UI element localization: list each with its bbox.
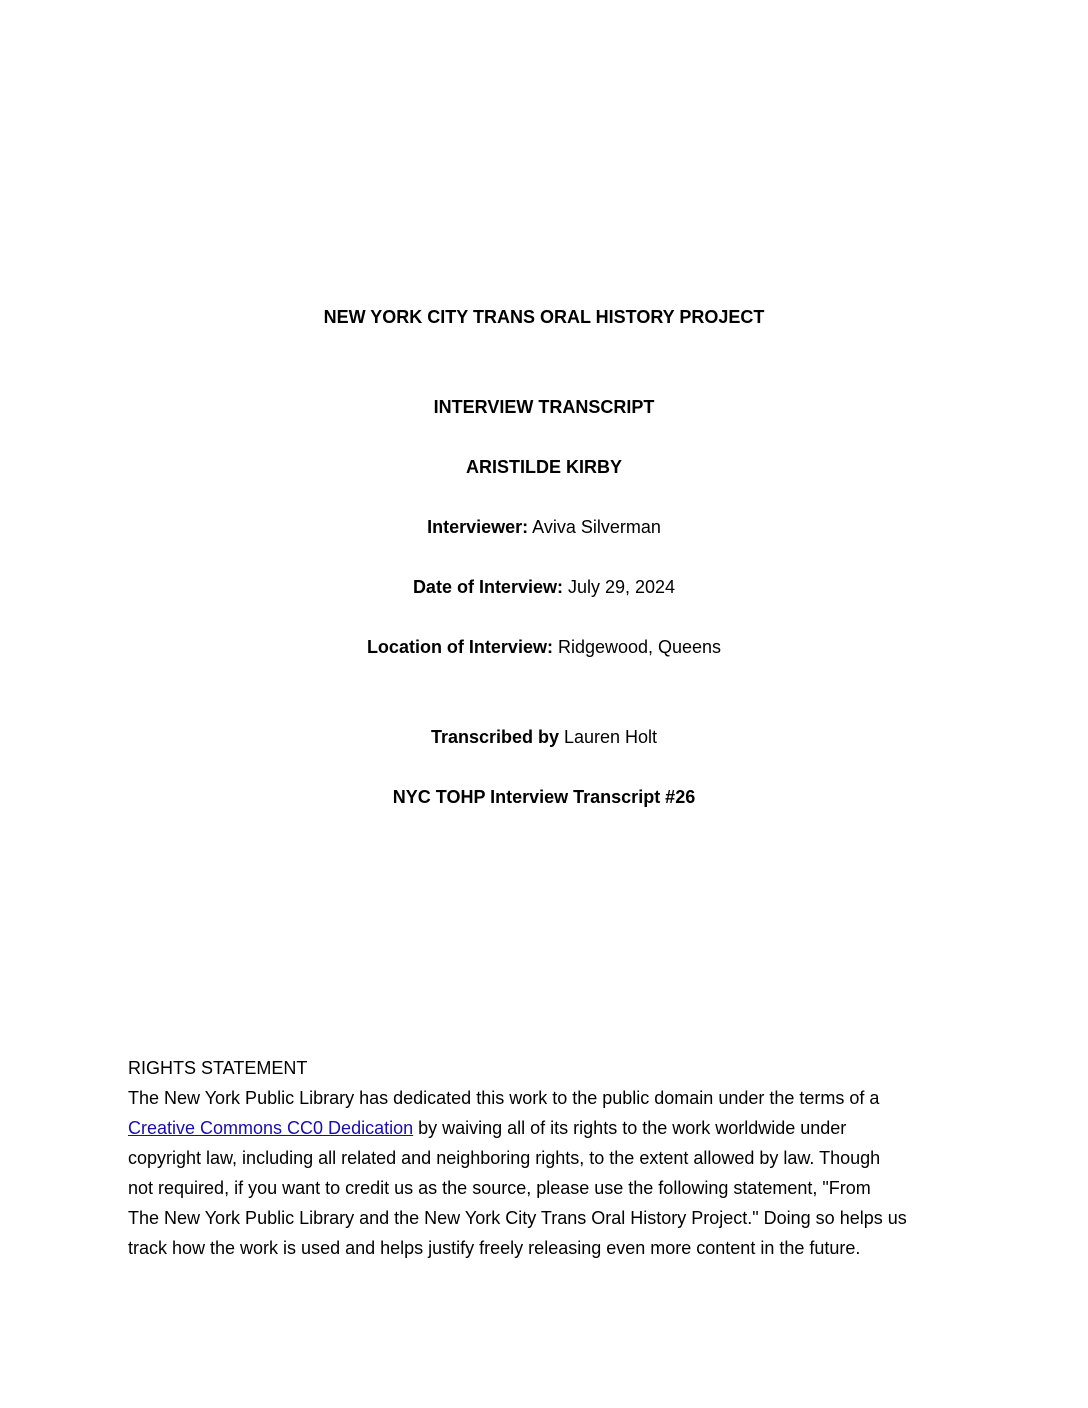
transcribed-line (0, 725, 1088, 749)
rights-text-line (128, 1113, 968, 1143)
rights-heading: RIGHTS STATEMENT (128, 1058, 308, 1078)
location-line (0, 635, 1088, 659)
rights-text-fragment: by waiving all of its rights to the work worldwide under (413, 1118, 847, 1138)
rights-text-line: The New York Public Library has dedicated this work to the public domain under the terms of a (128, 1088, 880, 1108)
cc0-dedication-link[interactable]: Creative Commons CC0 Dedication (128, 1118, 414, 1138)
transcript-number: NYC TOHP Interview Transcript #26 (392, 787, 696, 807)
date-label: Date of Interview: (412, 577, 563, 597)
transcribed-label: Transcribed by (430, 727, 559, 747)
date-value: July 29, 2024 (562, 577, 676, 597)
document-type-heading: INTERVIEW TRANSCRIPT (433, 397, 655, 417)
location-value: Ridgewood, Queens (552, 637, 722, 657)
interviewee-name: ARISTILDE KIRBY (465, 457, 622, 477)
interviewer-value: Aviva Silverman (528, 517, 661, 537)
rights-text-line: The New York Public Library and the New York City Trans Oral History Project." Doing so helps us (128, 1208, 907, 1228)
rights-text-line: copyright law, including all related and neighboring rights, to the extent allowed by law. Though (128, 1148, 881, 1168)
interviewer-label: Interviewer: (427, 517, 529, 537)
project-title: NEW YORK CITY TRANS ORAL HISTORY PROJECT (323, 307, 765, 327)
rights-text-line: not required, if you want to credit us as the source, please use the following statement, "From (128, 1178, 871, 1198)
location-label: Location of Interview: (366, 637, 553, 657)
transcribed-value: Lauren Holt (559, 727, 658, 747)
interviewer-line (0, 515, 1088, 539)
date-line (0, 575, 1088, 599)
rights-statement (128, 1053, 968, 1263)
rights-text-line: track how the work is used and helps justify freely releasing even more content in the future. (128, 1238, 861, 1258)
